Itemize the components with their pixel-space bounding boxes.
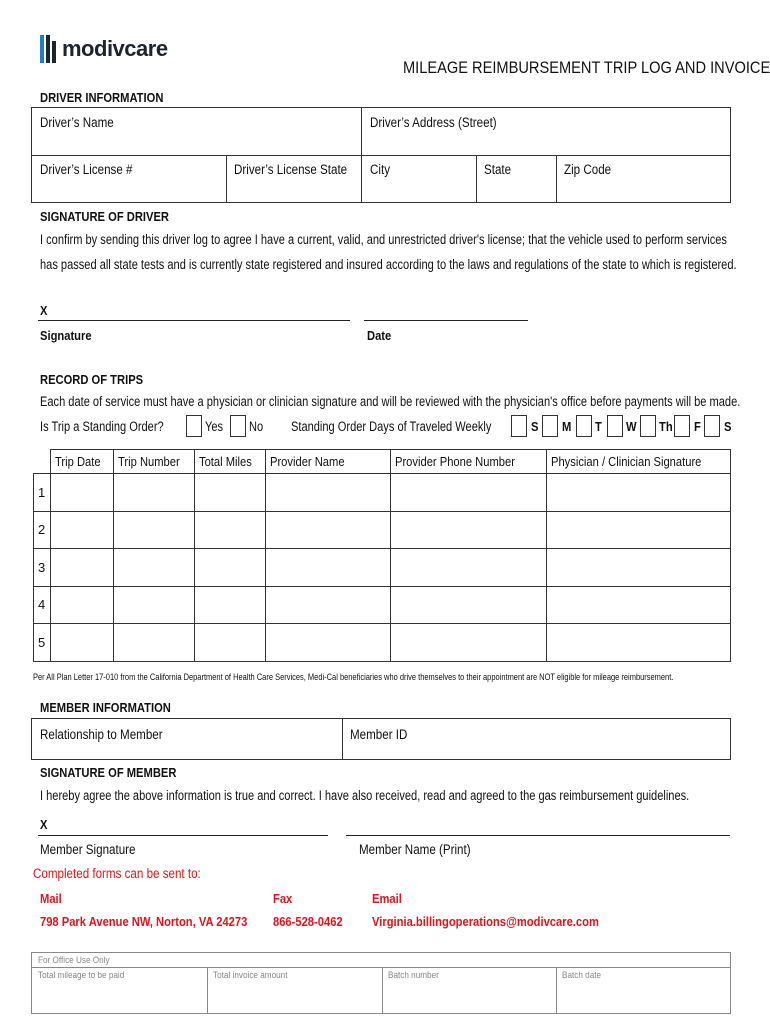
trip-number-cell[interactable] (114, 511, 195, 549)
member-info-heading: MEMBER INFORMATION (40, 700, 171, 715)
member-x-mark: X (40, 817, 48, 832)
total-mileage-field[interactable]: Total mileage to be paid (38, 970, 125, 981)
day-tuesday-checkbox[interactable] (576, 415, 592, 437)
email-address[interactable]: Virginia.billingoperations@modivcare.com (372, 914, 599, 929)
driver-signature-line[interactable] (38, 320, 350, 321)
member-name-line[interactable] (346, 835, 730, 836)
standing-no-label: No (249, 419, 264, 434)
driver-signature-label: Signature (40, 328, 92, 343)
standing-order-question: Is Trip a Standing Order? (40, 419, 164, 434)
col-header: Physician / Clinician Signature (547, 450, 731, 474)
driver-info-divider (31, 155, 731, 156)
day-saturday-checkbox[interactable] (704, 415, 720, 437)
mail-label: Mail (40, 891, 62, 906)
submission-heading: Completed forms can be sent to: (33, 866, 201, 881)
batch-number-field[interactable]: Batch number (388, 970, 439, 981)
provider-name-cell[interactable] (265, 624, 391, 662)
table-row (34, 586, 731, 624)
day-tuesday-label: T (595, 419, 602, 434)
provider-phone-cell[interactable] (391, 586, 547, 624)
table-row (34, 549, 731, 587)
member-statement: I hereby agree the above information is true and correct. I have also received, read and agreed to the gas reimbursement guidelines. (40, 788, 690, 803)
col-header: Trip Number (114, 450, 195, 474)
provider-name-cell[interactable] (265, 586, 391, 624)
table-row (34, 474, 731, 512)
trip-date-cell[interactable] (50, 474, 114, 512)
physician-signature-cell[interactable] (547, 549, 731, 587)
plan-letter-note: Per All Plan Letter 17-010 from the California Department of Health Care Services, Medi-Cal beneficiaries who drive themselves to their appointment are NOT eligible for mileage reimbursement. (33, 672, 674, 683)
row-number: 4 (34, 586, 51, 624)
document-title: MILEAGE REIMBURSEMENT TRIP LOG AND INVOICE (403, 58, 770, 77)
trip-date-cell[interactable] (50, 586, 114, 624)
col-header: Total Miles (195, 450, 265, 474)
divider-vertical (207, 967, 208, 1014)
day-wednesday-checkbox[interactable] (607, 415, 623, 437)
office-use-box (31, 952, 731, 1014)
day-friday-label: F (694, 419, 701, 434)
company-logo (40, 34, 168, 64)
driver-address-field[interactable]: Driver’s Address (Street) (370, 115, 497, 130)
total-miles-cell[interactable] (195, 549, 265, 587)
day-thursday-checkbox[interactable] (640, 415, 656, 437)
city-field[interactable]: City (370, 162, 390, 177)
day-friday-checkbox[interactable] (674, 415, 690, 437)
provider-name-cell[interactable] (265, 549, 391, 587)
table-row (34, 511, 731, 549)
fax-label: Fax (273, 891, 293, 906)
divider-vertical (476, 155, 477, 203)
standing-no-checkbox[interactable] (230, 415, 246, 437)
row-number: 2 (34, 511, 51, 549)
driver-statement-line1: I confirm by sending this driver log to agree I have a current, valid, and unrestricted driver's license; that the vehicle used to perform services (40, 232, 727, 247)
total-miles-cell[interactable] (195, 511, 265, 549)
relationship-field[interactable]: Relationship to Member (40, 727, 163, 742)
trip-date-cell[interactable] (50, 624, 114, 662)
trips-heading: RECORD OF TRIPS (40, 372, 144, 387)
provider-phone-cell[interactable] (391, 474, 547, 512)
provider-phone-cell[interactable] (391, 624, 547, 662)
day-sunday-checkbox[interactable] (511, 415, 527, 437)
physician-signature-cell[interactable] (547, 474, 731, 512)
batch-date-field[interactable]: Batch date (562, 970, 602, 981)
day-sunday-label: S (531, 419, 539, 434)
state-field[interactable]: State (484, 162, 512, 177)
row-number: 5 (34, 624, 51, 662)
trip-number-cell[interactable] (114, 624, 195, 662)
total-miles-cell[interactable] (195, 474, 265, 512)
physician-signature-cell[interactable] (547, 624, 731, 662)
day-monday-label: M (562, 419, 572, 434)
driver-license-state-field[interactable]: Driver’s License State (234, 162, 348, 177)
logo-text: modivcare (62, 36, 168, 61)
driver-statement-line2: has passed all state tests and is currently state registered and insured according to the laws and regulations of the state to which is registered. (40, 257, 737, 272)
provider-name-cell[interactable] (265, 511, 391, 549)
zip-code-field[interactable]: Zip Code (564, 162, 612, 177)
fax-number: 866-528-0462 (273, 914, 343, 929)
standing-yes-checkbox[interactable] (186, 415, 202, 437)
member-name-label: Member Name (Print) (359, 842, 471, 857)
member-signature-line[interactable] (38, 835, 328, 836)
row-number: 1 (34, 474, 51, 512)
member-signature-label: Member Signature (40, 842, 136, 857)
driver-info-heading: DRIVER INFORMATION (40, 90, 164, 105)
driver-x-mark: X (40, 303, 48, 318)
standing-yes-label: Yes (205, 419, 224, 434)
table-row (34, 624, 731, 662)
member-signature-heading: SIGNATURE OF MEMBER (40, 765, 177, 780)
col-header: Trip Date (50, 450, 114, 474)
trips-table (33, 449, 731, 662)
day-wednesday-label: W (626, 419, 637, 434)
divider-vertical (556, 967, 557, 1014)
driver-date-line[interactable] (364, 320, 528, 321)
trip-number-cell[interactable] (114, 474, 195, 512)
office-divider (31, 967, 731, 968)
driver-signature-heading: SIGNATURE OF DRIVER (40, 209, 169, 224)
trip-number-cell[interactable] (114, 586, 195, 624)
provider-name-cell[interactable] (265, 474, 391, 512)
mail-address: 798 Park Avenue NW, Norton, VA 24273 (40, 914, 248, 929)
col-header: Provider Name (265, 450, 391, 474)
trip-date-cell[interactable] (50, 549, 114, 587)
total-invoice-field[interactable]: Total invoice amount (213, 970, 288, 981)
driver-license-field[interactable]: Driver’s License # (40, 162, 133, 177)
trip-date-cell[interactable] (50, 511, 114, 549)
provider-phone-cell[interactable] (391, 511, 547, 549)
provider-phone-cell[interactable] (391, 549, 547, 587)
member-id-field[interactable]: Member ID (350, 727, 408, 742)
col-header: Provider Phone Number (391, 450, 547, 474)
trips-header-row (34, 450, 731, 474)
day-saturday-label: S (724, 419, 732, 434)
row-number: 3 (34, 549, 51, 587)
driver-name-field[interactable]: Driver’s Name (40, 115, 114, 130)
logo-mark-icon (40, 35, 56, 63)
trips-note: Each date of service must have a physician or clinician signature and will be reviewed with the physician's office before payments will be made. (40, 394, 741, 409)
divider-vertical (382, 967, 383, 1014)
office-use-heading: For Office Use Only (38, 955, 110, 966)
standing-days-label: Standing Order Days of Traveled Weekly (291, 419, 492, 434)
divider-vertical (556, 155, 557, 203)
row-number-header (34, 450, 51, 474)
email-label: Email (372, 891, 402, 906)
day-monday-checkbox[interactable] (542, 415, 558, 437)
physician-signature-cell[interactable] (547, 586, 731, 624)
divider-vertical (342, 718, 343, 760)
total-miles-cell[interactable] (195, 624, 265, 662)
trip-number-cell[interactable] (114, 549, 195, 587)
day-thursday-label: Th (659, 419, 673, 434)
divider-vertical (226, 155, 227, 203)
divider-vertical (361, 107, 362, 203)
driver-date-label: Date (367, 328, 392, 343)
total-miles-cell[interactable] (195, 586, 265, 624)
physician-signature-cell[interactable] (547, 511, 731, 549)
